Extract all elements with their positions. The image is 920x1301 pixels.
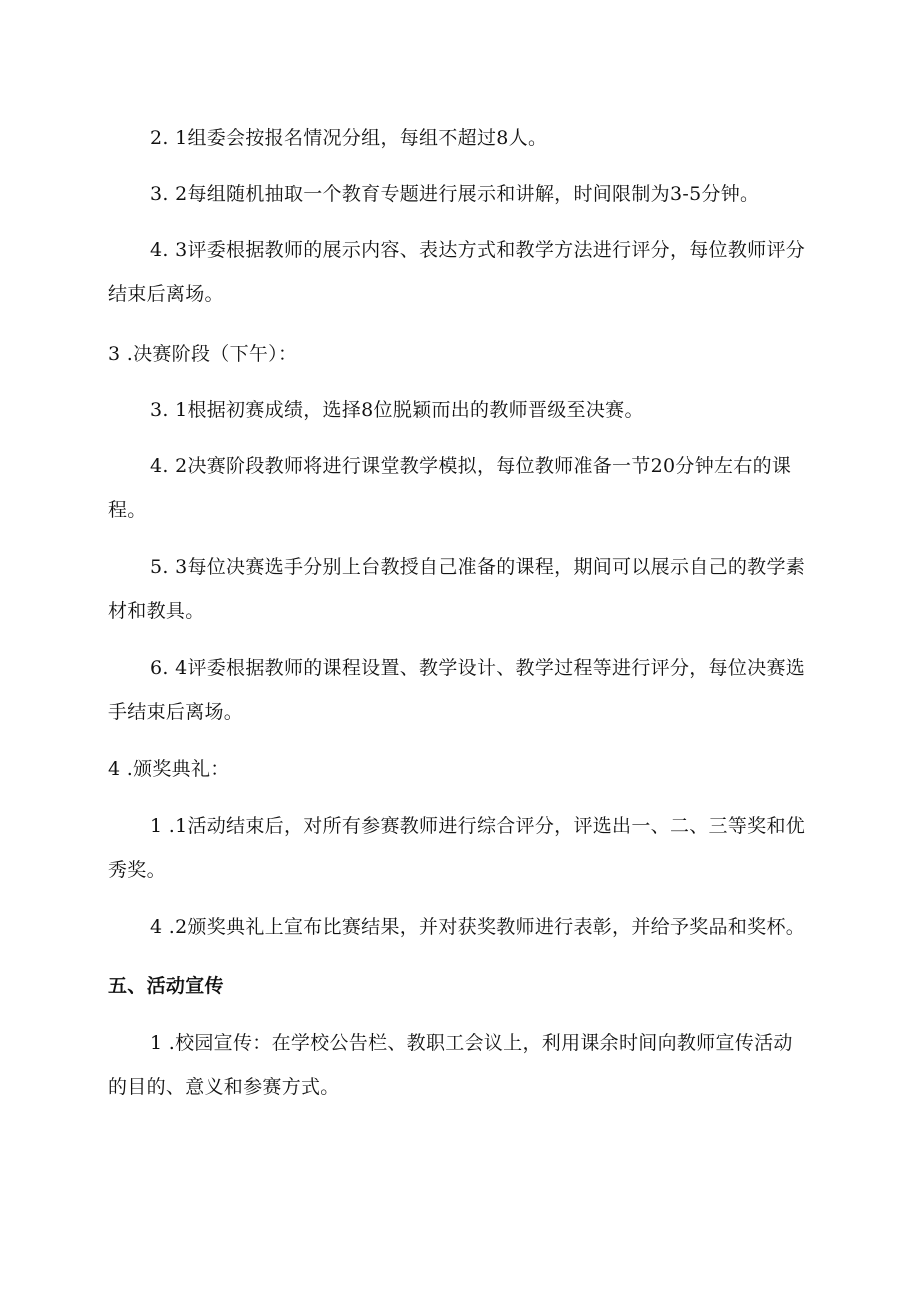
paragraph-topic-draw: 3. 2每组随机抽取一个教育专题进行展示和讲解，时间限制为3-5分钟。 [150,183,760,205]
paragraph-award-announcement: 4 .2颁奖典礼上宣布比赛结果，并对获奖教师进行表彰，并给予奖品和奖杯。 [150,916,806,938]
paragraph-class-simulation: 4. 2决赛阶段教师将进行课堂教学模拟，每位教师准备一节20分钟左右的课程。 [108,455,792,521]
paragraph-teaching-demo: 5. 3每位决赛选手分别上台教授自己准备的课程，期间可以展示自己的教学素材和教具。 [108,556,806,622]
paragraph-preliminary-scoring: 4. 3评委根据教师的展示内容、表达方式和教学方法进行评分，每位教师评分结束后离场。 [108,239,806,305]
paragraph-final-selection: 3. 1根据初赛成绩，选择8位脱颖而出的教师晋级至决赛。 [150,399,644,421]
paragraph-campus-publicity: 1 .校园宣传：在学校公告栏、教职工会议上，利用课余时间向教师宣传活动的目的、意义和参赛方式。 [108,1032,793,1098]
section-final-stage-heading: 3 .决赛阶段（下午）： [108,343,298,365]
paragraph-grouping-rule: 2. 1组委会按报名情况分组，每组不超过8人。 [150,127,548,149]
paragraph-final-scoring: 6. 4评委根据教师的课程设置、教学设计、教学过程等进行评分，每位决赛选手结束后离场。 [108,657,806,723]
section-publicity-heading: 五、活动宣传 [108,975,224,997]
section-award-ceremony-heading: 4 .颁奖典礼： [108,758,230,780]
paragraph-overall-evaluation: 1 .1活动结束后，对所有参赛教师进行综合评分，评选出一、二、三等奖和优秀奖。 [108,815,806,881]
